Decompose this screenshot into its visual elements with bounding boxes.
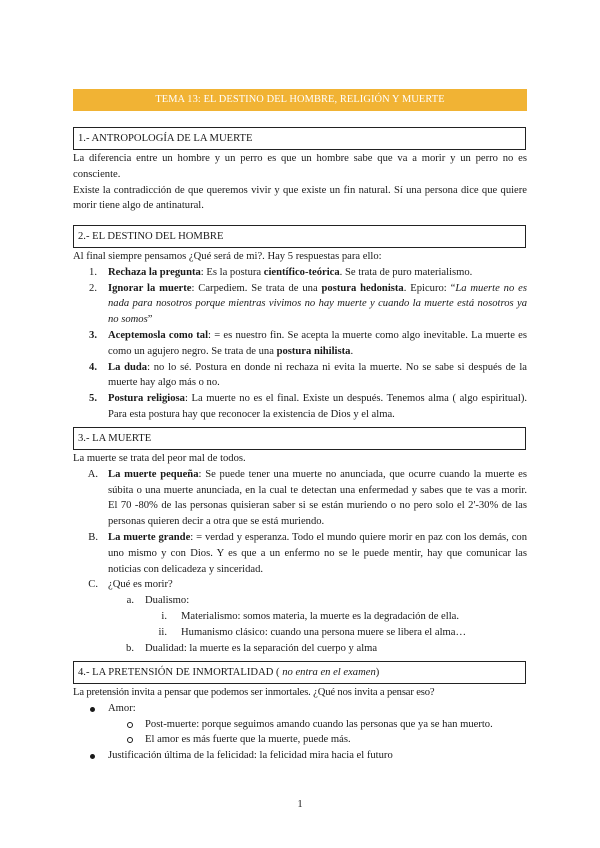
- list-number: 4.: [89, 361, 97, 373]
- section3-list: [73, 467, 527, 657]
- section1-paragraph-2: Existe la contradicción de que queremos vivir y que existe un fin natural. Sí una persona dice que quiere morir tiene algo de antinatural.: [73, 184, 527, 212]
- item-text: Justificación última de la felicidad: la felicidad mira hacia el futuro: [108, 750, 393, 762]
- item-bold: Aceptemosla como tal: [108, 329, 209, 341]
- section1-paragraph-1: La diferencia entre un hombre y un perro es que un hombre sabe que va a morir y un perro no es consciente.: [73, 153, 527, 180]
- item-text: ¿Qué es morir?: [108, 579, 173, 591]
- list-number: 5.: [89, 393, 97, 405]
- sub-bullet-item: [73, 732, 527, 748]
- item-text: : Carpediem. Se trata de una: [191, 282, 322, 294]
- list-item: [73, 328, 527, 360]
- list-letter: a.: [126, 595, 134, 607]
- list-roman: i.: [161, 610, 167, 622]
- list-item: [73, 577, 527, 593]
- section2-intro: Al final siempre pensamos ¿Qué será de mi?. Hay 5 respuestas para ello:: [73, 251, 382, 262]
- page-number: 1: [297, 799, 303, 810]
- item-text: Materialismo: somos materia, la muerte es la degradación de ella.: [181, 610, 459, 622]
- list-item: [73, 265, 527, 281]
- item-bold: Postura religiosa: [108, 393, 185, 405]
- item-bold: La muerte grande: [108, 531, 191, 543]
- bullet-item: [73, 701, 527, 717]
- item-text: Amor:: [108, 702, 136, 714]
- item-text-3: ”: [147, 314, 153, 326]
- item-bold: Rechaza la pregunta: [108, 266, 201, 278]
- section4-intro: La pretensión invita a pensar que podemos ser inmortales. ¿Qué nos invita a pensar eso?: [73, 687, 435, 698]
- item-text: : no lo sé. Postura en donde ni rechaza ni evita la muerte. No se sabe si después de la muerte hay algo más o no.: [108, 361, 527, 389]
- section4-body: [73, 685, 527, 764]
- item-text: : Es la postura: [200, 266, 264, 278]
- list-subsubitem: [73, 609, 527, 625]
- heading-end: ): [375, 667, 380, 678]
- item-text: Post-muerte: porque seguimos amando cuando las personas que ya se han muerto.: [145, 718, 493, 730]
- list-item: [73, 360, 527, 392]
- list-letter: B.: [88, 531, 98, 543]
- bullet-icon: [90, 707, 95, 712]
- bullet-icon: [90, 754, 95, 759]
- item-text: : Se puede tener una muerte no anunciada, que ocurre cuando la muerte es súbita o una muerte anunciada, en la cual te detectan una enfermedad y sabes que te vas a morir. El 70 -80% de las personas quisieran saber si se están muriendo o no pero solo el 2'-30% de las personas quieren decir a otra que se está muriendo.: [108, 468, 527, 528]
- list-letter: C.: [88, 579, 98, 591]
- item-bold-2: postura nihilista: [276, 345, 351, 357]
- section3-heading: 3.- LA MUERTE: [73, 427, 526, 450]
- item-text: : = es nuestro fin. Se acepta la muerte como algo inevitable. La muerte es como un agujero negro. Se trata de una: [108, 329, 527, 357]
- item-text: Humanismo clásico: cuando una persona muere se libera el alma…: [181, 626, 467, 638]
- item-text: El amor es más fuerte que la muerte, puede más.: [145, 734, 351, 746]
- list-number: 2.: [89, 282, 97, 294]
- item-bold: La muerte pequeña: [108, 468, 199, 480]
- list-roman: ii.: [158, 626, 167, 638]
- list-subsubitem: [73, 625, 527, 641]
- list-item: [73, 530, 527, 577]
- item-text: Dualismo:: [145, 595, 190, 607]
- heading-note: no entra en el examen: [282, 667, 376, 678]
- epicuro-quote: La muerte no es nada para nosotros porque mientras vivimos no hay muerte y cuando la muerte está nosotros ya no somos: [108, 282, 527, 326]
- circle-bullet-icon: [127, 722, 133, 728]
- section2-list: [73, 265, 527, 423]
- item-text: : La muerte no es el final. Existe un después. Tenemos alma ( algo espiritual). Para esta postura hay que reconocer la existencia de Dios y el alma.: [108, 393, 527, 420]
- item-text-2: .: [350, 345, 354, 357]
- list-number: 1.: [89, 266, 97, 278]
- topic-title: TEMA 13: EL DESTINO DEL HOMBRE, RELIGIÓN Y MUERTE: [73, 89, 527, 111]
- section3-intro: La muerte se trata del peor mal de todos.: [73, 453, 246, 464]
- bullet-item: [73, 748, 527, 764]
- section1-heading: 1.- ANTROPOLOGÍA DE LA MUERTE: [73, 127, 526, 150]
- circle-bullet-icon: [127, 737, 133, 743]
- heading-text: 4.- LA PRETENSIÓN DE INMORTALIDAD (: [78, 667, 283, 678]
- list-subitem: [73, 641, 527, 657]
- list-item: [73, 281, 527, 328]
- section1-body: [73, 151, 527, 214]
- item-text-2: . Epicuro: “: [403, 282, 456, 294]
- section2-heading: 2.- EL DESTINO DEL HOMBRE: [73, 225, 526, 248]
- section3-body: [73, 451, 527, 656]
- list-item: [73, 391, 527, 423]
- sub-bullet-item: [73, 717, 527, 733]
- section2-body: [73, 249, 527, 423]
- item-text-2: . Se trata de puro materialismo.: [339, 266, 473, 278]
- item-text: Dualidad: la muerte es la separación del cuerpo y alma: [145, 642, 378, 654]
- item-text: : = verdad y esperanza. Todo el mundo quiere morir en paz con los demás, con uno mismo y con Dios. Y es que a un enfermo no se le puede mentir, hay que comunicar las noticias con delicadeza y sinceridad.: [108, 531, 527, 575]
- section4-list: [73, 701, 527, 764]
- list-letter: b.: [126, 642, 134, 654]
- list-subitem: [73, 593, 527, 609]
- list-letter: A.: [87, 468, 98, 480]
- list-number: 3.: [89, 329, 97, 341]
- item-bold: Ignorar la muerte: [108, 282, 192, 294]
- item-bold-2: postura hedonista: [321, 282, 404, 294]
- item-bold: La duda: [108, 361, 148, 373]
- item-bold-2: científico-teórica: [263, 266, 340, 278]
- list-item: [73, 467, 527, 530]
- section4-heading: [73, 661, 526, 684]
